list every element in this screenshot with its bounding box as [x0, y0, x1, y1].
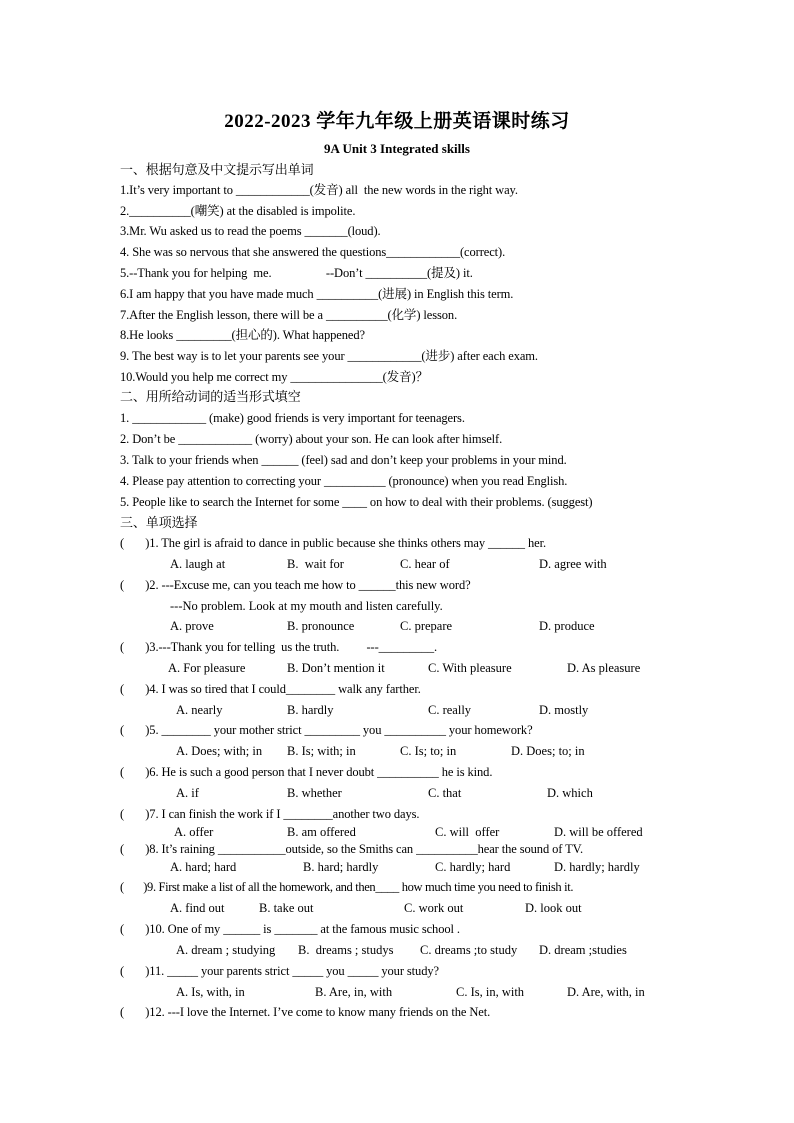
- option-a: A. dream ; studying: [176, 943, 276, 957]
- option-c: C. Is; to; in: [400, 744, 457, 758]
- option-b: B. hard; hardly: [303, 860, 379, 874]
- question-stem: ( )6. He is such a good person that I never doubt __________ he is kind.: [120, 765, 493, 779]
- option-c: C. work out: [404, 901, 464, 915]
- option-c: C. prepare: [400, 619, 453, 633]
- option-b: B. hardly: [287, 703, 334, 717]
- s2-item: 5. People like to search the Internet for some ____ on how to deal with their problems. (suggest): [120, 495, 593, 509]
- s2-item: 1. ____________ (make) good friends is very important for teenagers.: [120, 411, 465, 425]
- s1-item: 8.He looks _________(担心的). What happened?: [120, 328, 365, 342]
- question-stem: ( )10. One of my ______ is _______ at the famous music school .: [120, 922, 460, 936]
- option-b: B. dreams ; studys: [298, 943, 394, 957]
- s1-item: 2.__________(嘲笑) at the disabled is impolite.: [120, 204, 356, 218]
- s1-item: 4. She was so nervous that she answered the questions____________(correct).: [120, 245, 506, 259]
- option-a: A. if: [176, 786, 199, 800]
- s2-item: 3. Talk to your friends when ______ (feel) sad and don’t keep your problems in your mind.: [120, 453, 567, 467]
- option-c: C. will offer: [435, 825, 500, 839]
- option-d: D. agree with: [539, 557, 607, 571]
- option-c: C. Is, in, with: [456, 985, 525, 999]
- question-stem: ( )9. First make a list of all the homework, and then____ how much time you need to finish it.: [120, 880, 574, 894]
- s2-item: 2. Don’t be ____________ (worry) about your son. He can look after himself.: [120, 432, 503, 446]
- option-a: A. Is, with, in: [176, 985, 245, 999]
- page-subtitle: 9A Unit 3 Integrated skills: [324, 141, 470, 156]
- option-d: D. mostly: [539, 703, 589, 717]
- option-a: A. For pleasure: [168, 661, 246, 675]
- option-a: A. laugh at: [170, 557, 226, 571]
- section3-heading: 三、单项选择: [120, 515, 198, 530]
- option-c: C. that: [428, 786, 462, 800]
- option-a: A. find out: [170, 901, 225, 915]
- section1-heading: 一、根据句意及中文提示写出单词: [120, 162, 314, 177]
- option-c: C. really: [428, 703, 472, 717]
- option-b: B. am offered: [287, 825, 356, 839]
- s1-item: 7.After the English lesson, there will be a __________(化学) lesson.: [120, 308, 458, 322]
- question-stem: ( )11. _____ your parents strict _____ you _____ your study?: [120, 964, 439, 978]
- question-stem-continued: ---No problem. Look at my mouth and listen carefully.: [170, 599, 443, 613]
- option-d: D. As pleasure: [567, 661, 641, 675]
- question-stem: ( )2. ---Excuse me, can you teach me how to ______this new word?: [120, 578, 471, 592]
- option-d: D. Are, with, in: [567, 985, 645, 999]
- question-stem: ( )4. I was so tired that I could________ walk any farther.: [120, 682, 421, 696]
- option-d: D. which: [547, 786, 593, 800]
- option-d: D. look out: [525, 901, 582, 915]
- s1-item: 3.Mr. Wu asked us to read the poems _______(loud).: [120, 224, 381, 238]
- option-b: B. whether: [287, 786, 342, 800]
- s1-item: 1.It’s very important to ____________(发音) all the new words in the right way.: [120, 183, 518, 197]
- option-d: D. will be offered: [554, 825, 643, 839]
- option-a: A. hard; hard: [170, 860, 237, 874]
- question-stem: ( )8. It’s raining ___________outside, so the Smiths can __________hear the sound of TV.: [120, 842, 584, 856]
- option-a: A. prove: [170, 619, 214, 633]
- option-d: D. hardly; hardly: [554, 860, 640, 874]
- option-c: C. hear of: [400, 557, 450, 571]
- question-stem: ( )5. ________ your mother strict _________ you __________ your homework?: [120, 723, 533, 737]
- option-b: B. Don’t mention it: [287, 661, 385, 675]
- s1-item: 5.--Thank you for helping me. --Don’t __________(提及) it.: [120, 266, 473, 280]
- option-c: C. hardly; hard: [435, 860, 511, 874]
- option-d: D. produce: [539, 619, 595, 633]
- question-stem: ( )12. ---I love the Internet. I’ve come to know many friends on the Net.: [120, 1005, 491, 1019]
- option-c: C. With pleasure: [428, 661, 512, 675]
- s1-item: 6.I am happy that you have made much __________(进展) in English this term.: [120, 287, 514, 301]
- question-stem: ( )3.---Thank you for telling us the truth. ---_________.: [120, 640, 438, 654]
- option-b: B. pronounce: [287, 619, 355, 633]
- option-b: B. take out: [259, 901, 314, 915]
- s1-item: 10.Would you help me correct my _______________(发音)？: [120, 370, 428, 384]
- page-title: 2022-2023 学年九年级上册英语课时练习: [224, 111, 570, 132]
- option-a: A. offer: [174, 825, 214, 839]
- option-b: B. Is; with; in: [287, 744, 356, 758]
- s2-item: 4. Please pay attention to correcting your __________ (pronounce) when you read English.: [120, 474, 568, 488]
- section2-heading: 二、用所给动词的适当形式填空: [120, 389, 301, 404]
- s1-item: 9. The best way is to let your parents see your ____________(进步) after each exam.: [120, 349, 538, 363]
- option-a: A. Does; with; in: [176, 744, 263, 758]
- question-stem: ( )1. The girl is afraid to dance in public because she thinks others may ______ her.: [120, 536, 546, 550]
- option-b: B. Are, in, with: [315, 985, 393, 999]
- option-c: C. dreams ;to study: [420, 943, 518, 957]
- option-d: D. dream ;studies: [539, 943, 627, 957]
- question-stem: ( )7. I can finish the work if I ________another two days.: [120, 807, 420, 821]
- option-d: D. Does; to; in: [511, 744, 585, 758]
- option-a: A. nearly: [176, 703, 223, 717]
- option-b: B. wait for: [287, 557, 344, 571]
